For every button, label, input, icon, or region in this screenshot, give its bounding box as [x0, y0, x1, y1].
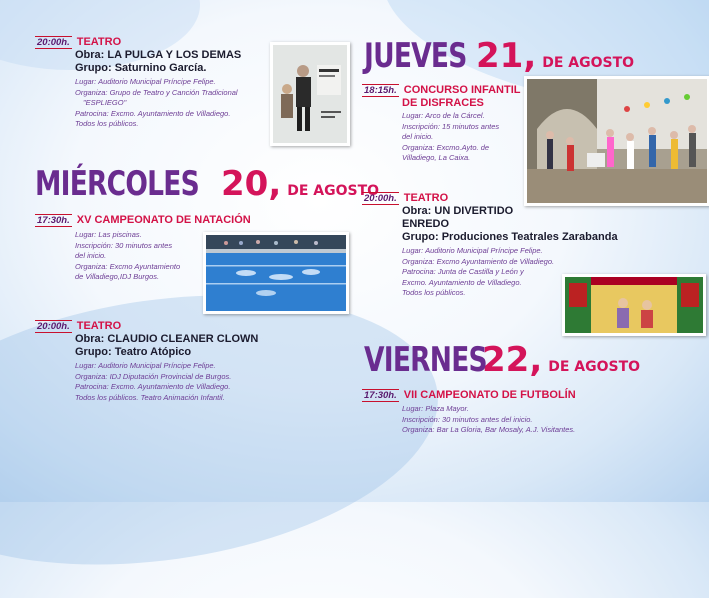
event-play-title-cont: ENREDO	[402, 218, 450, 230]
day-month: DE AGOSTO	[542, 55, 635, 71]
event-category: TEATRO	[76, 36, 122, 48]
event-info-line: Todos los públicos.	[75, 119, 139, 128]
event-info-line: Organiza: Excmo.Ayto. de	[402, 142, 490, 152]
event-info-line: Lugar: Plaza Mayor.	[402, 404, 469, 413]
costume-contest-illustration	[527, 79, 707, 203]
event-teatro-clown	[35, 320, 258, 403]
event-play-title: Obra: LA PULGA Y LOS DEMAS	[75, 49, 242, 61]
event-category: TEATRO	[403, 192, 449, 204]
day-month: DE AGOSTO	[287, 183, 380, 199]
event-info-line: Lugar: Auditorio Municipal Príncipe Felipe.	[75, 77, 216, 86]
theatre-photo	[562, 274, 706, 336]
event-concurso-disfraces	[362, 84, 520, 164]
event-info-line: Organiza: Bar La Gloria, Bar Mosaly, A.J. Visitantes.	[402, 425, 576, 434]
event-info-line: "ESPLIEGO"	[83, 98, 127, 107]
theatre-illustration	[565, 277, 703, 333]
event-time: 18:15h.	[364, 85, 397, 96]
day-name: VIERNES	[364, 340, 487, 380]
event-info-line: Todos los públicos. Teatro Animación Infantil.	[75, 392, 225, 402]
event-group: Grupo: Saturnino García.	[75, 62, 207, 74]
event-info-line: Patrocina: Junta de Castilla y León y	[402, 267, 524, 276]
poster-illustration	[273, 45, 347, 143]
day-number: 22,	[482, 340, 543, 380]
event-teatro-pulga	[35, 36, 241, 130]
event-info-line: Inscripción: 30 minutos antes del inicio.	[402, 414, 533, 424]
event-category: TEATRO	[76, 320, 122, 332]
event-info-line: Patrocina: Excmo. Ayuntamiento de Villadiego.	[75, 108, 231, 118]
swimming-illustration	[206, 235, 346, 311]
event-category: XV CAMPEONATO DE NATACIÓN	[76, 214, 251, 226]
event-info-line: Todos los públicos.	[402, 288, 466, 297]
event-group: Grupo: Produciones Teatrales Zarabanda	[402, 231, 618, 243]
swimming-photo	[203, 232, 349, 314]
day-name: JUEVES	[364, 36, 467, 76]
event-info-line: Patrocina: Excmo. Ayuntamiento de Villadiego.	[75, 382, 231, 391]
event-info-line: Organiza: Excmo Ayuntamiento de Villadiego.	[402, 256, 555, 266]
event-time: 17:30h.	[364, 390, 397, 401]
poster-photo	[270, 42, 350, 146]
day-header-miercoles	[35, 164, 379, 204]
event-time: 17:30h.	[37, 215, 70, 226]
event-category: VII CAMPEONATO DE FUTBOLÍN	[403, 389, 576, 401]
event-info-line: Inscripción: 30 minutos antes	[75, 240, 173, 250]
event-info-line: Inscripción: 15 minutos antes	[402, 121, 500, 131]
event-futbolin	[362, 389, 576, 436]
event-info-line: Organiza: IDJ Diputación Provincial de Burgos.	[75, 371, 232, 381]
costume-contest-photo	[524, 76, 709, 206]
day-name: MIÉRCOLES	[35, 164, 199, 204]
event-group: Grupo: Teatro Atópico	[75, 346, 192, 358]
event-play-title: Obra: CLAUDIO CLEANER CLOWN	[75, 333, 259, 345]
event-play-title: Obra: UN DIVERTIDO	[402, 205, 514, 217]
event-info-line: del inicio.	[402, 132, 434, 141]
event-category-cont: DE DISFRACES	[402, 97, 484, 109]
event-info-line: Lugar: Auditorio Municipal Príncipe Felipe.	[75, 361, 216, 370]
event-time: 20:00h.	[37, 37, 70, 48]
event-info-line: Lugar: Las piscinas.	[75, 230, 142, 239]
event-info-line: Villadiego, La Caixa.	[402, 153, 471, 162]
event-category: CONCURSO INFANTIL	[403, 84, 521, 96]
event-info-line: Lugar: Auditorio Municipal Príncipe Felipe.	[402, 246, 543, 255]
day-number: 20,	[221, 164, 282, 204]
day-header-jueves	[364, 36, 634, 76]
event-info-line: Excmo. Ayuntamiento de Villadiego.	[402, 277, 522, 287]
event-time: 20:00h.	[37, 321, 70, 332]
day-header-viernes	[364, 340, 640, 380]
event-info-line: Organiza: Excmo Ayuntamiento	[75, 261, 181, 271]
event-info-line: Lugar: Arco de la Cárcel.	[402, 111, 485, 120]
day-month: DE AGOSTO	[548, 359, 641, 375]
day-number: 21,	[476, 36, 537, 76]
event-info-line: del inicio.	[75, 251, 107, 260]
event-info-line: Organiza: Grupo de Teatro y Canción Tradicional	[75, 87, 238, 97]
event-info-line: de Villadiego,IDJ Burgos.	[75, 272, 160, 281]
event-time: 20:00h.	[364, 193, 397, 204]
